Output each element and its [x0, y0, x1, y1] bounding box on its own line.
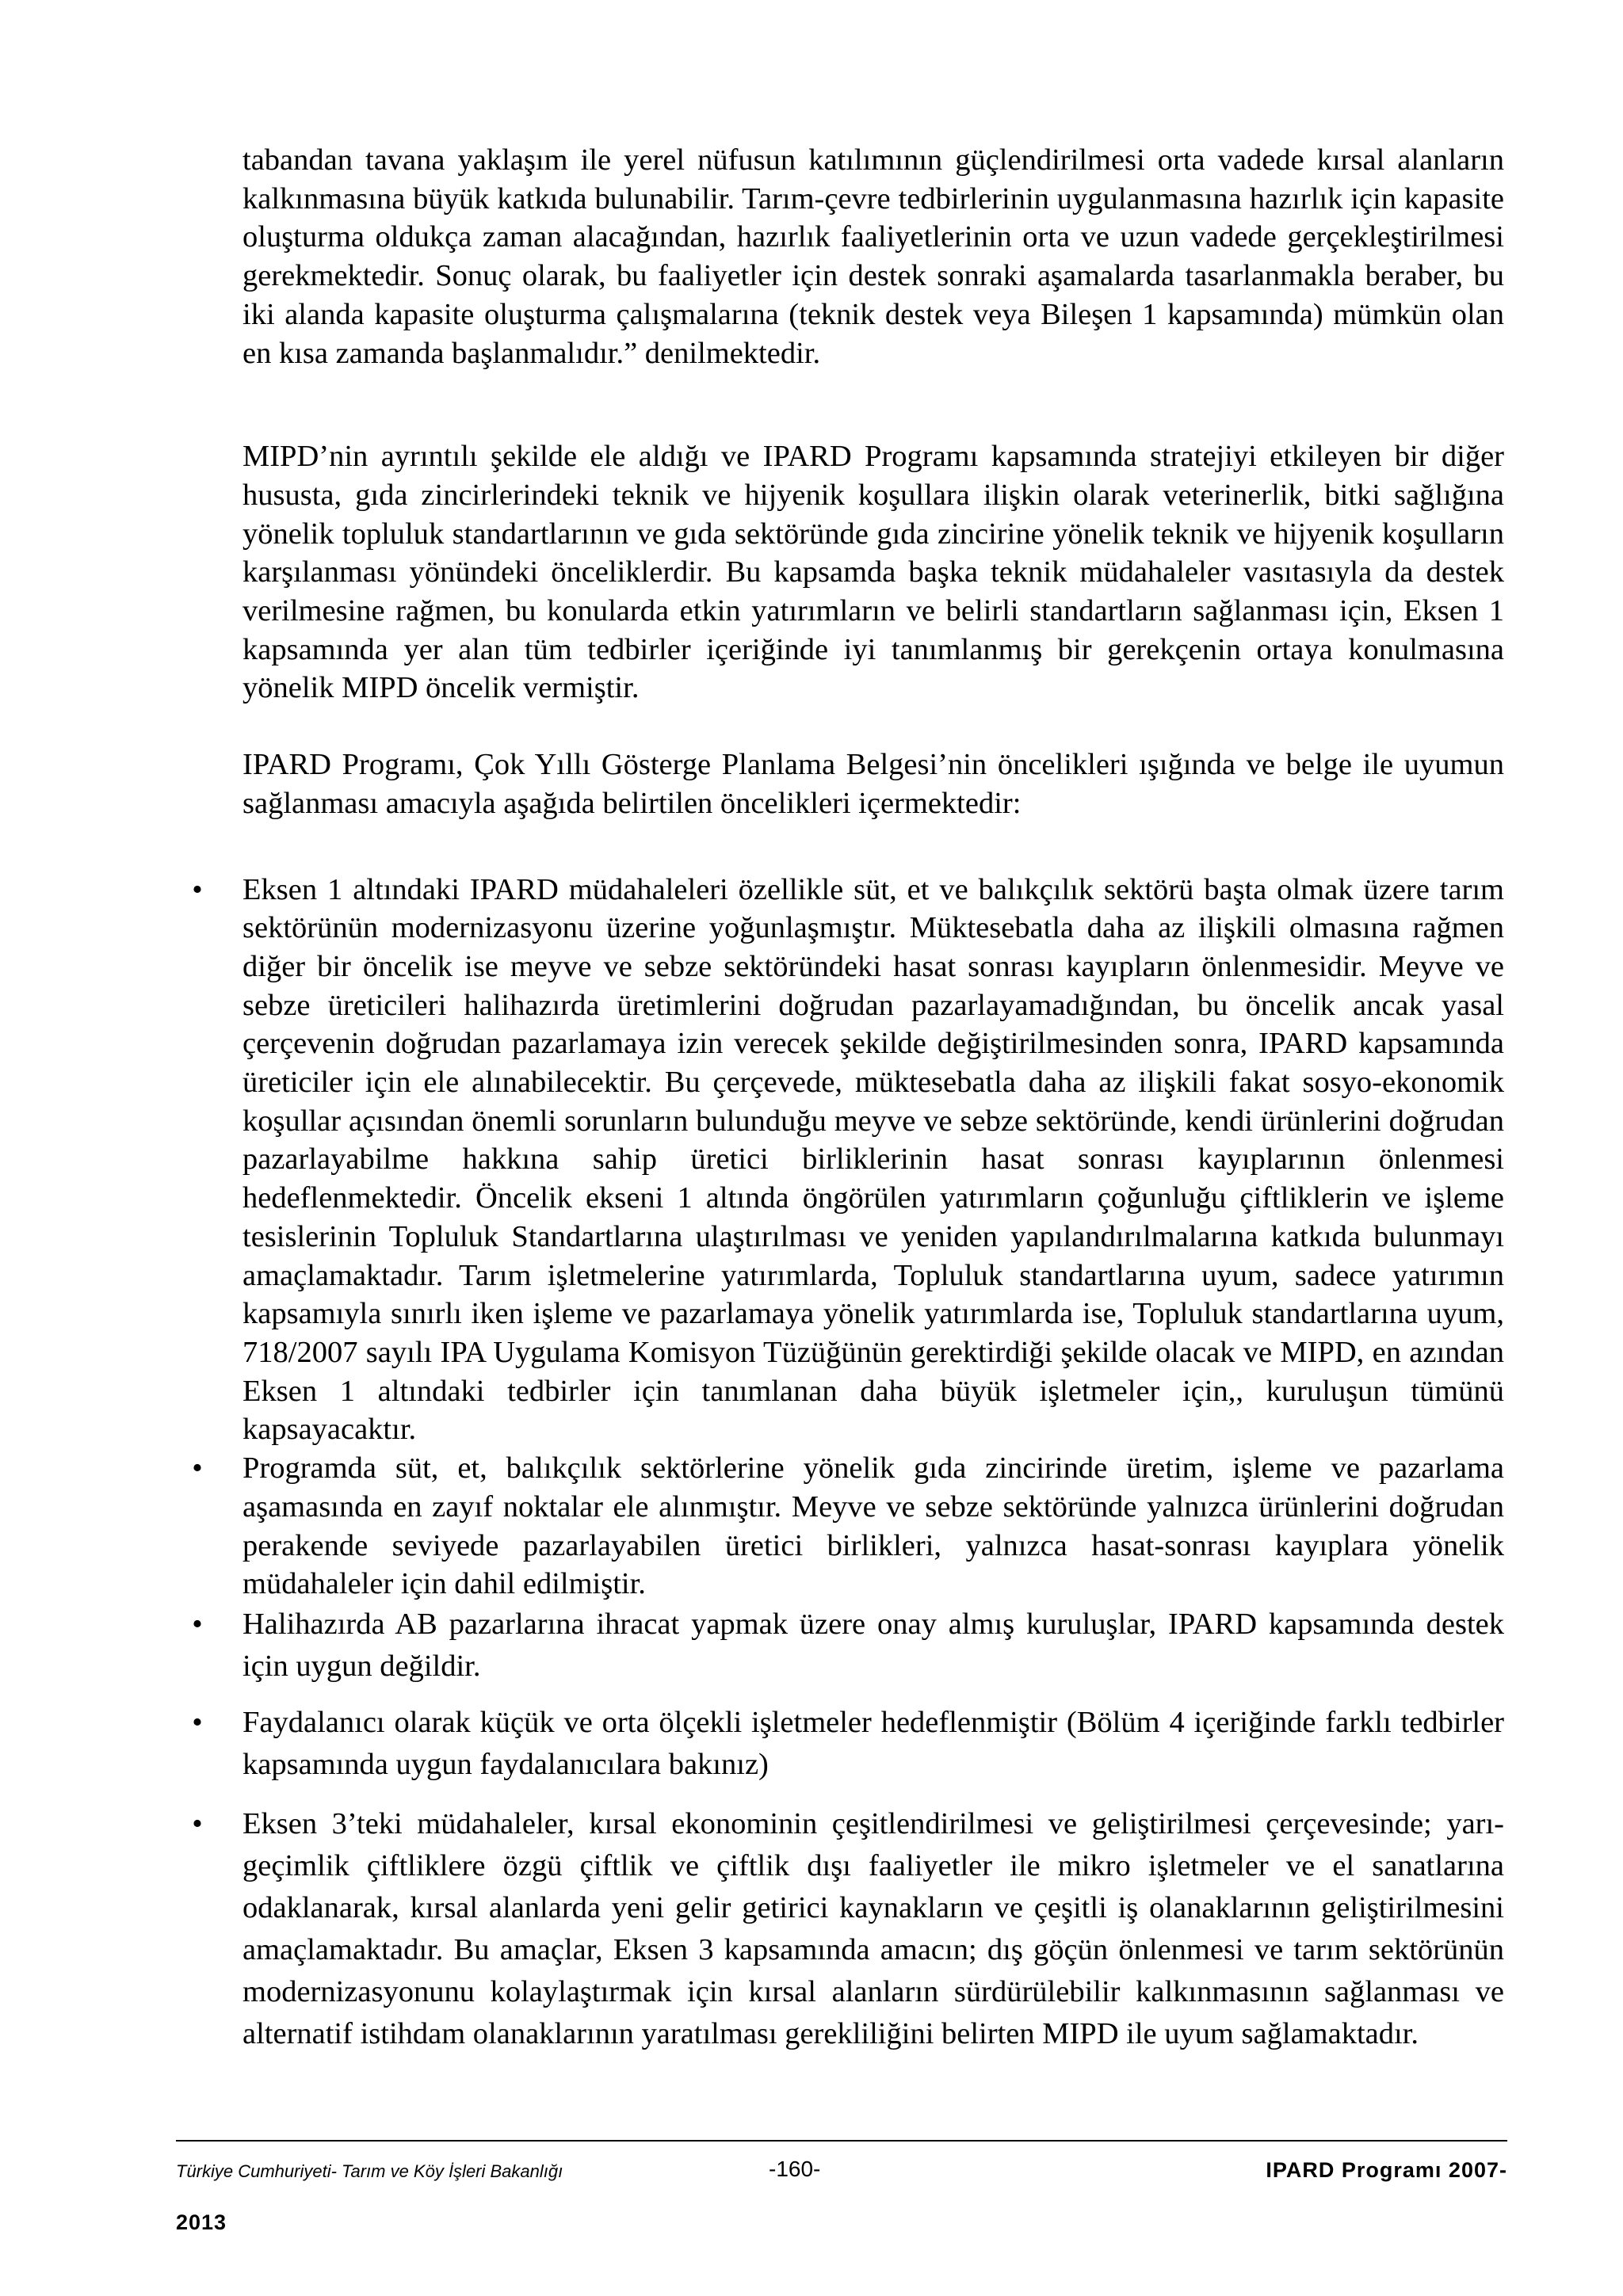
bullet-icon: • — [192, 1806, 203, 1840]
list-item — [192, 1449, 1504, 1604]
list-item-text: Faydalanıcı olarak küçük ve orta ölçekli işletmeler hedeflenmiştir (Bölüm 4 içeriğinde farklı tedbirler kapsamında uygun faydalanıcılara bakınız) — [242, 1705, 1504, 1781]
footer-year: 2013 — [176, 2210, 227, 2234]
bullet-icon: • — [192, 872, 203, 906]
footer-program-title: IPARD Programı 2007- — [1266, 2158, 1507, 2182]
footer-ministry: Türkiye Cumhuriyeti- Tarım ve Köy İşleri Bakanlığı — [176, 2161, 563, 2181]
list-item-text: Eksen 1 altındaki IPARD müdahaleleri özellikle süt, et ve balıkçılık sektörü başta olmak üzere tarım sektörünün modernizasyonu üzerine yoğunlaşmıştır. Müktesebatla daha az ilişkili olmasına rağmen diğer bir öncelik ise meyve ve sebze sektöründeki hasat sonrası kayıpların önlenmesidir. Meyve ve sebze üreticileri halihazırda üretimlerini doğrudan pazarlayamadığından, bu öncelik ancak yasal çerçevenin doğrudan pazarlamaya izin verecek şekilde değiştirilmesinden sonra, IPARD kapsamında üreticiler için ele alınabilecektir. Bu çerçevede, müktesebatla daha az ilişkili fakat sosyo-ekonomik koşullar açısından önemli sorunların bulunduğu meyve ve sebze sektöründe, kendi ürünlerini doğrudan pazarlayabilme hakkına sahip üretici birliklerinin hasat sonrası kayıplarının önlenmesi hedeflenmektedir. Öncelik ekseni 1 altında öngörülen yatırımların çoğunluğu çiftliklerin ve işleme tesislerinin Topluluk Standartlarına ulaştırılması ve yeniden yapılandırılmalarına katkıda bulunmayı amaçlamaktadır. Tarım işletmelerine yatırımlarda, Topluluk standartlarına uyum, sadece yatırımın kapsamıyla sınırlı iken işleme ve pazarlamaya yönelik yatırımlarda ise, Topluluk standartlarına uyum, 718/2007 sayılı IPA Uygulama Komisyon Tüzüğünün gerektirdiği şekilde olacak ve MIPD, en azından Eksen 1 altındaki tedbirler için tanımlanan daha büyük işletmeler için,, kuruluşun tümünü kapsayacaktır. — [242, 872, 1504, 1447]
page-number: -160- — [769, 2157, 821, 2181]
bullet-icon: • — [192, 1705, 203, 1739]
list-item — [192, 1604, 1504, 1688]
bullet-icon: • — [192, 1451, 203, 1486]
bullet-icon: • — [192, 1607, 203, 1641]
paragraph-2: MIPD’nin ayrıntılı şekilde ele aldığı ve IPARD Programı kapsamında stratejiyi etkileyen bir diğer hususta, gıda zincirlerindeki teknik ve hijyenik koşullara ilişkin olarak veterinerlik, bitki sağlığına yönelik topluluk standartlarının ve gıda sektöründe gıda zincirine yönelik teknik ve hijyenik koşulların karşılanması yönündeki önceliklerdir. Bu kapsamda başka teknik müdahaleler vasıtasıyla da destek verilmesine rağmen, bu konularda etkin yatırımların ve belirli standartların sağlanması için, Eksen 1 kapsamında yer alan tüm tedbirler içeriğinde iyi tanımlanmış bir gerekçenin ortaya konulmasına yönelik MIPD öncelik vermiştir. — [242, 440, 1504, 705]
paragraph-1: tabandan tavana yaklaşım ile yerel nüfusun katılımının güçlendirilmesi orta vadede kırsal alanların kalkınmasına büyük katkıda bulunabilir. Tarım-çevre tedbirlerinin uygulanmasına hazırlık için kapasite oluşturma oldukça zaman alacağından, hazırlık faaliyetlerinin orta ve uzun vadede gerçekleştirilmesi gerekmektedir. Sonuç olarak, bu faaliyetler için destek sonraki aşamalarda tasarlanmakla beraber, bu iki alanda kapasite oluşturma çalışmalarına (teknik destek veya Bileşen 1 kapsamında) mümkün olan en kısa zamanda başlanmalıdır.” denilmektedir. — [242, 143, 1504, 370]
list-item-text: Halihazırda AB pazarlarına ihracat yapmak üzere onay almış kuruluşlar, IPARD kapsamında destek için uygun değildir. — [242, 1607, 1504, 1683]
priority-list — [192, 871, 1504, 2055]
list-item-text: Programda süt, et, balıkçılık sektörlerine yönelik gıda zincirinde üretim, işleme ve pazarlama aşamasında en zayıf noktalar ele alınmıştır. Meyve ve sebze sektöründe yalnızca ürünlerini doğrudan perakende seviyede pazarlayabilen üretici birlikleri, yalnızca hasat-sonrası kayıplara yönelik müdahaleler için dahil edilmiştir. — [242, 1451, 1504, 1601]
list-item — [192, 871, 1504, 1450]
list-item — [192, 1702, 1504, 1786]
footer-divider — [176, 2140, 1507, 2142]
page-body — [192, 141, 1504, 2055]
list-item-text: Eksen 3’teki müdahaleler, kırsal ekonominin çeşitlendirilmesi ve geliştirilmesi çerçevesinde; yarı-geçimlik çiftliklere özgü çiftlik ve çiftlik dışı faaliyetler ile mikro işletmeler ve el sanatlarına odaklanarak, kırsal alanlarda yeni gelir getirici kaynakların ve çeşitli iş olanaklarının geliştirilmesini amaçlamaktadır. Bu amaçlar, Eksen 3 kapsamında amacın; dış göçün önlenmesi ve tarım sektörünün modernizasyonunu kolaylaştırmak için kırsal alanların sürdürülebilir kalkınmasının sağlanması ve alternatif istihdam olanaklarının yaratılması gerekliliğini belirten MIPD ile uyum sağlamaktadır. — [242, 1806, 1504, 2050]
paragraph-3: IPARD Programı, Çok Yıllı Gösterge Planlama Belgesi’nin öncelikleri ışığında ve belge ile uyumun sağlanması amacıyla aşağıda belirtilen öncelikleri içermektedir: — [242, 748, 1504, 820]
list-item — [192, 1803, 1504, 2055]
